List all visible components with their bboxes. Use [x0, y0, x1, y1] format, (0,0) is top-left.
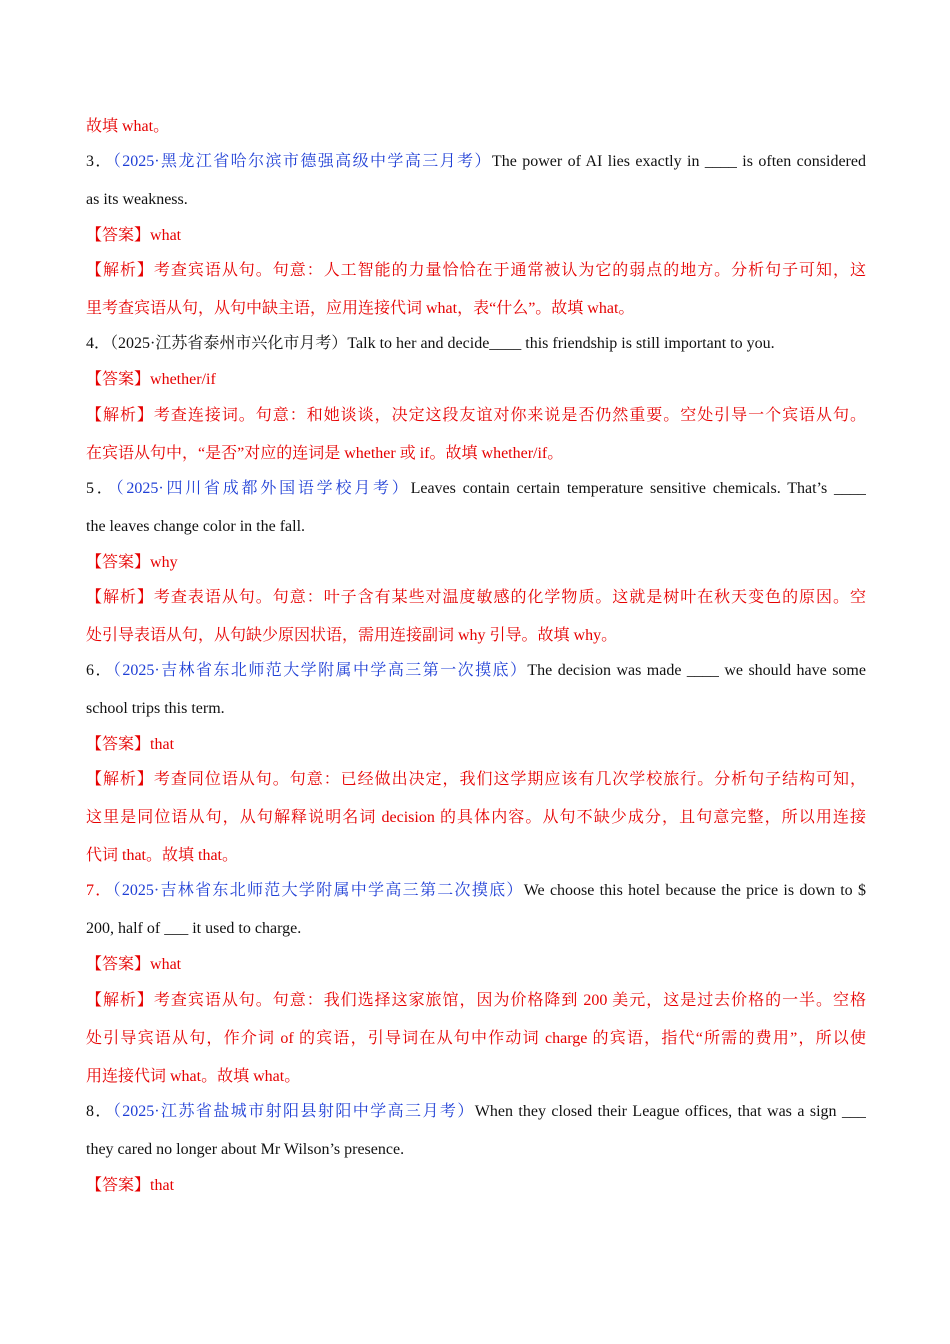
question-6-line-2: school trips this term. — [86, 700, 225, 717]
question-6-analysis-2: 这里是同位语从句，从句解释说明名词 decision 的具体内容。从句不缺少成分，且句意完整，所以用连接 — [86, 809, 866, 826]
question-6-analysis-1 — [86, 769, 866, 791]
question-source: （2025·江苏省盐城市射阳县射阳中学高三月考） — [112, 1103, 475, 1120]
question-source: （2025·吉林省东北师范大学附属中学高三第二次摸底） — [112, 882, 524, 899]
answer-tag: 【答案】 — [86, 1177, 151, 1194]
question-source: （2025·吉林省东北师范大学附属中学高三第一次摸底） — [112, 662, 528, 679]
question-5-answer — [86, 552, 866, 574]
analysis-tag: 【解析】 — [86, 407, 154, 424]
answer-tag: 【答案】 — [86, 554, 151, 571]
question-stem: The decision was made ____ we should have some — [527, 662, 866, 679]
question-5-analysis-2: 处引导表语从句，从句缺少原因状语，需用连接副词 why 引导。故填 why。 — [86, 627, 618, 644]
answer-value: that — [150, 736, 175, 753]
question-number: 6． — [86, 662, 113, 679]
analysis-tag: 【解析】 — [86, 589, 154, 606]
analysis-tag: 【解析】 — [86, 992, 154, 1009]
question-7-answer — [86, 954, 866, 976]
answer-value: what — [150, 227, 182, 244]
question-3-line-2: as its weakness. — [86, 191, 188, 208]
question-stem: Talk to her and decide____ this friendship is still important to you. — [347, 335, 775, 352]
answer-tag: 【答案】 — [86, 371, 151, 388]
analysis-text: 考查表语从句。句意：叶子含有某些对温度敏感的化学物质。这就是树叶在秋天变色的原因。空 — [153, 589, 866, 606]
question-7-analysis-3: 用连接代词 what。故填 what。 — [86, 1068, 301, 1085]
analysis-text: 考查连接词。句意：和她谈谈，决定这段友谊对你来说是否仍然重要。空处引导一个宾语从句。 — [153, 407, 866, 424]
question-source: （2025·江苏省泰州市兴化市月考） — [110, 335, 348, 352]
question-stem: When they closed their League offices, that was a sign ___ — [474, 1103, 866, 1120]
question-stem: We choose this hotel because the price is down to $ — [523, 882, 866, 899]
question-number: 3． — [86, 153, 113, 170]
question-number: 8． — [86, 1103, 113, 1120]
question-5-analysis-1 — [86, 587, 866, 609]
analysis-text: 考查宾语从句。句意：我们选择这家旅馆，因为价格降到 200 美元，这是过去价格的一半。空格 — [153, 992, 866, 1009]
question-7-line-1 — [86, 880, 866, 902]
answer-value: why — [150, 554, 178, 571]
question-6-analysis-3: 代词 that。故填 that。 — [86, 847, 238, 864]
answer-tag: 【答案】 — [86, 736, 151, 753]
question-number: 7． — [86, 882, 113, 899]
question-6-answer — [86, 734, 866, 756]
question-stem: The power of AI lies exactly in ____ is often considered — [491, 153, 866, 170]
question-number: 4． — [86, 335, 111, 352]
question-5-line-2: the leaves change color in the fall. — [86, 518, 306, 535]
question-8-answer — [86, 1175, 866, 1197]
question-7-analysis-1 — [86, 990, 866, 1012]
analysis-tag: 【解析】 — [86, 771, 154, 788]
question-source: （2025·四川省成都外国语学校月考） — [115, 480, 411, 497]
answer-value: that — [150, 1177, 175, 1194]
answer-value: what — [150, 956, 182, 973]
question-3-analysis-1 — [86, 260, 866, 282]
question-8-line-1 — [86, 1101, 866, 1123]
answer-tag: 【答案】 — [86, 956, 151, 973]
question-7-line-2: 200, half of ___ it used to charge. — [86, 920, 302, 937]
answer-tag: 【答案】 — [86, 227, 151, 244]
question-5-line-1 — [86, 478, 866, 500]
analysis-tag: 【解析】 — [86, 262, 154, 279]
question-4-analysis-1 — [86, 405, 866, 427]
question-number: 5． — [86, 480, 116, 497]
question-4-analysis-2: 在宾语从句中，“是否”对应的连词是 whether 或 if。故填 whether/if。 — [86, 445, 564, 462]
question-7-analysis-2: 处引导宾语从句，作介词 of 的宾语，引导词在从句中作动词 charge 的宾语，指代“所需的费用”，所以使 — [86, 1030, 866, 1047]
question-3-analysis-2: 里考查宾语从句，从句中缺主语，应用连接代词 what，表“什么”。故填 what。 — [86, 300, 635, 317]
question-4-answer — [86, 369, 866, 391]
question-6-line-1 — [86, 660, 866, 682]
question-8-line-2: they cared no longer about Mr Wilson’s presence. — [86, 1141, 405, 1158]
answer-value: whether/if — [150, 371, 216, 388]
question-4-line-1 — [86, 333, 866, 355]
analysis-text: 考查宾语从句。句意：人工智能的力量恰恰在于通常被认为它的弱点的地方。分析句子可知，这 — [153, 262, 866, 279]
question-3-answer — [86, 225, 866, 247]
analysis-text: 考查同位语从句。句意：已经做出决定，我们这学期应该有几次学校旅行。分析句子结构可知， — [153, 771, 866, 788]
lead-text: 故填 what。 — [86, 118, 170, 135]
question-source: （2025·黑龙江省哈尔滨市德强高级中学高三月考） — [112, 153, 492, 170]
question-stem: Leaves contain certain temperature sensitive chemicals. That’s ____ — [410, 480, 866, 497]
question-3-line-1 — [86, 151, 866, 173]
